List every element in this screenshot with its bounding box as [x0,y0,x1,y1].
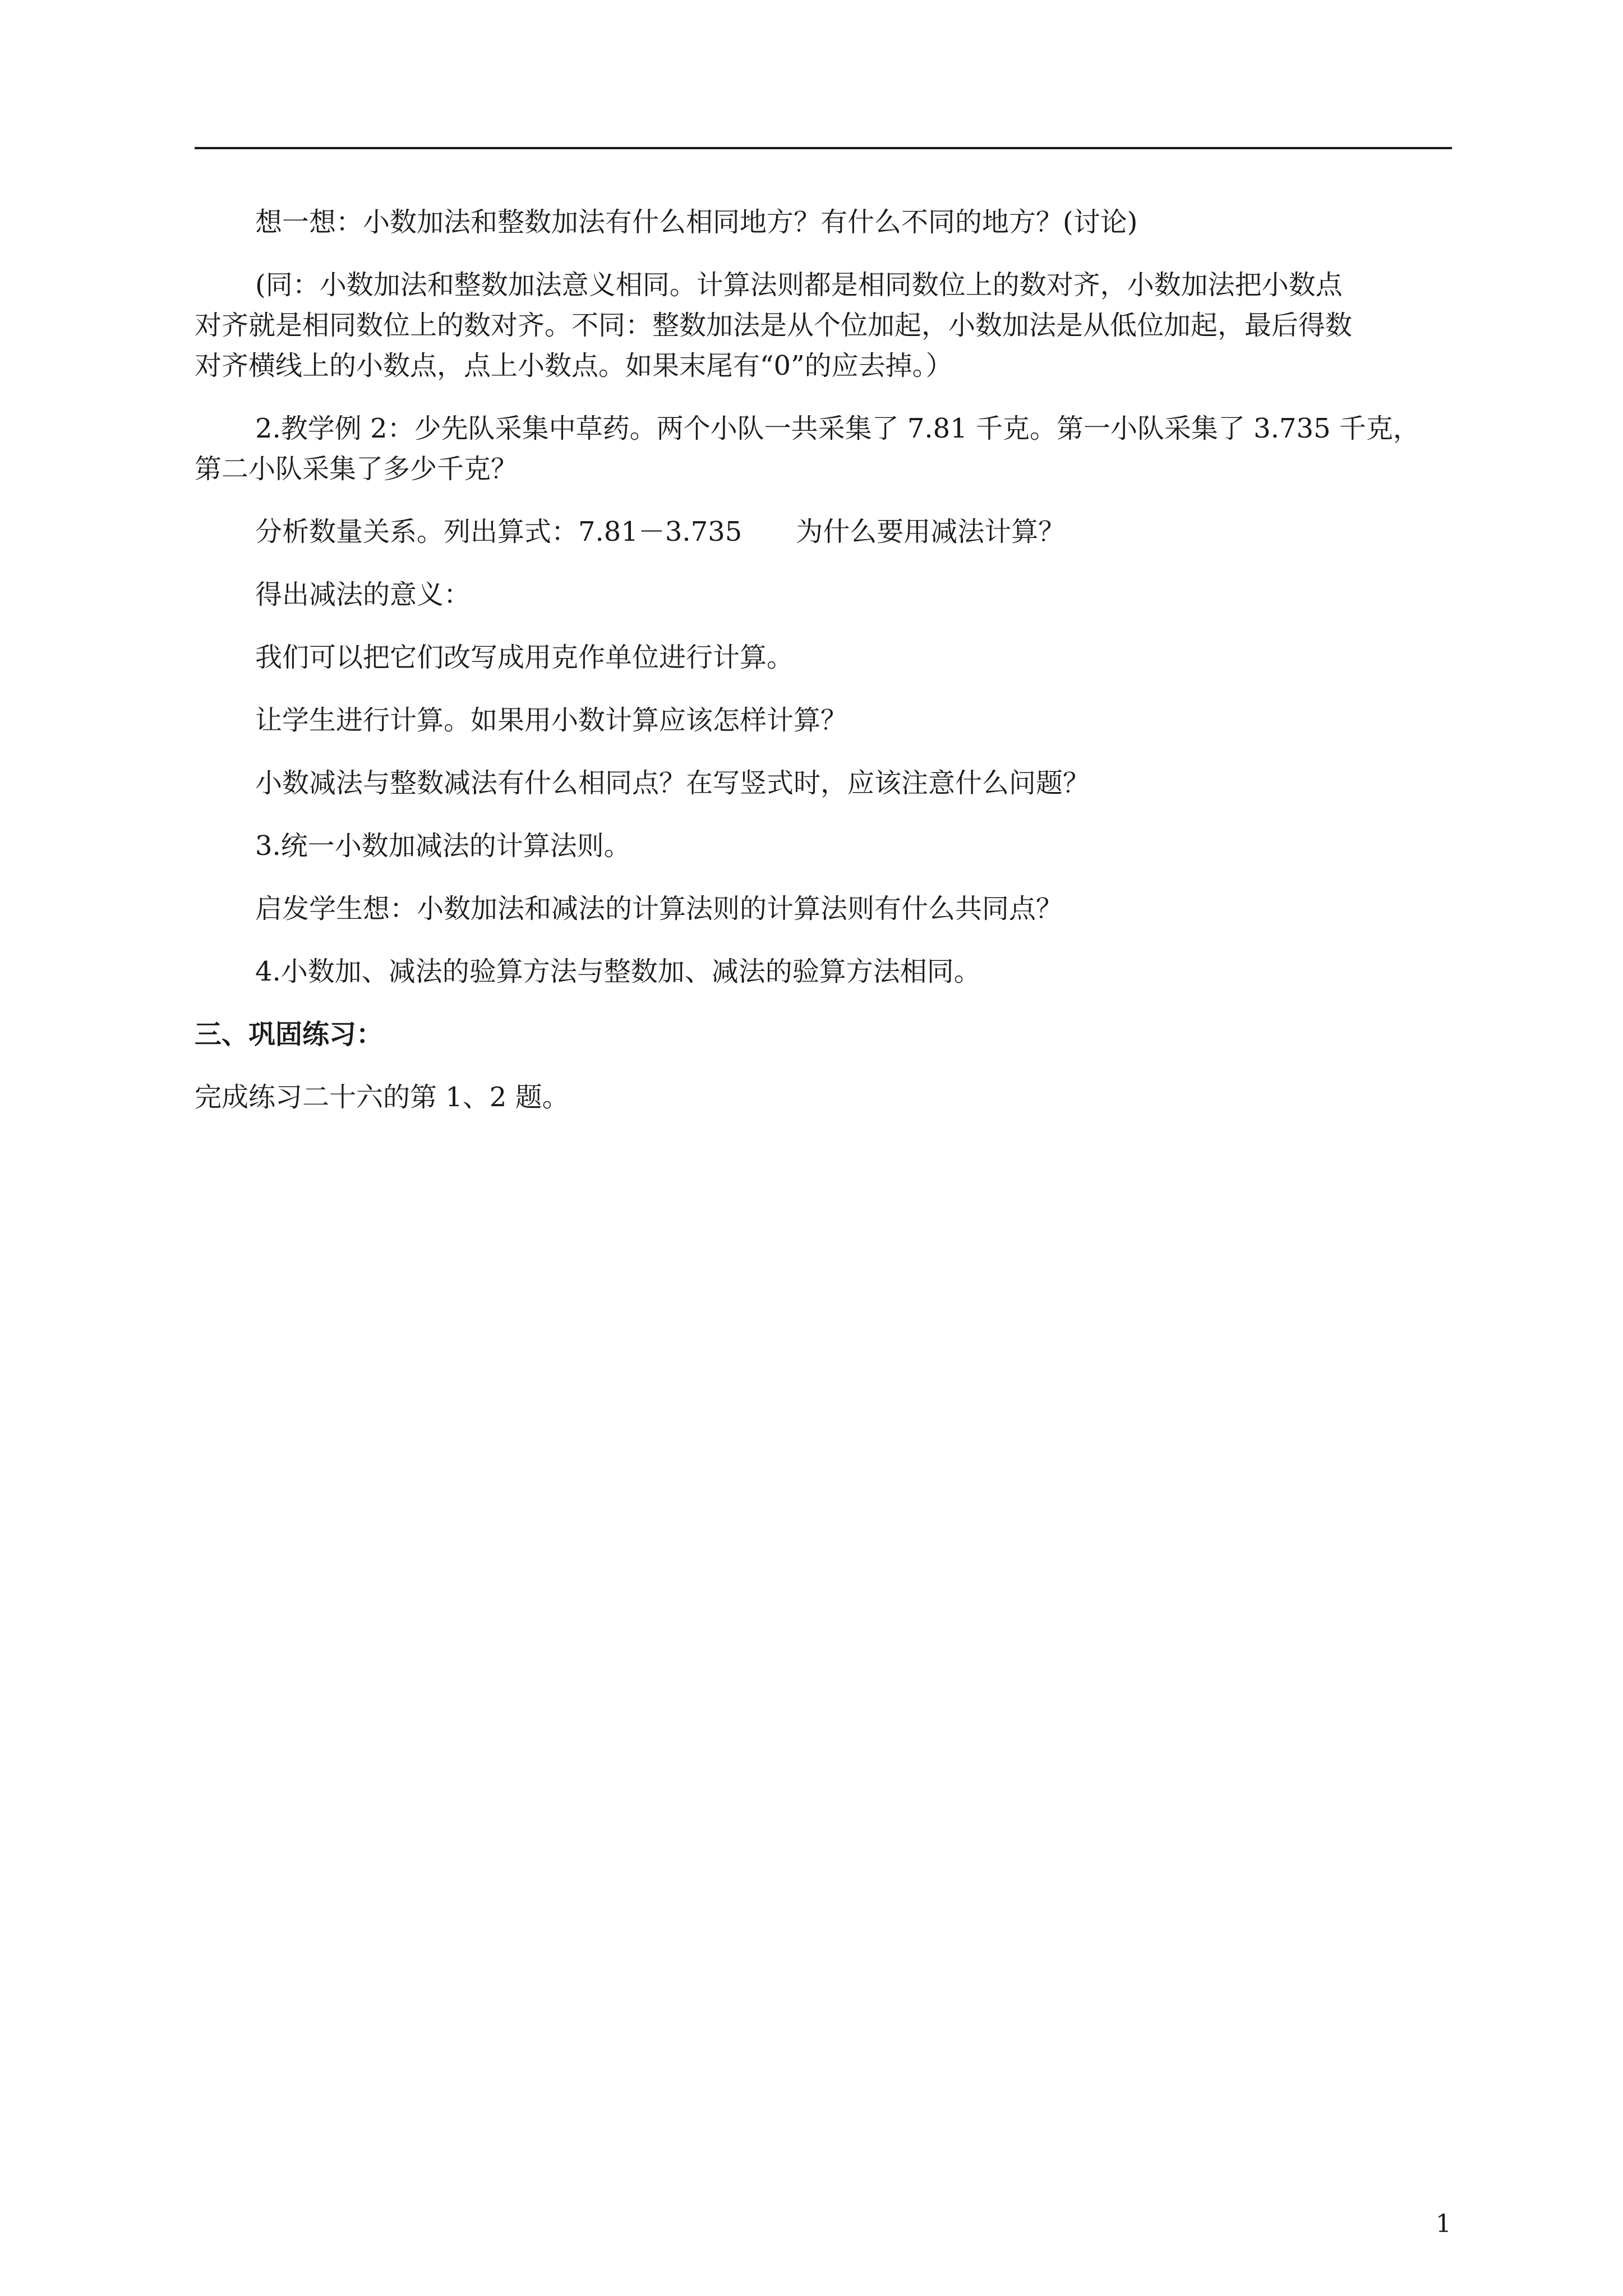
paragraph-rewrite: 我们可以把它们改写成用克作单位进行计算。 [255,642,794,673]
paragraph-calculate: 让学生进行计算。如果用小数计算应该怎样计算？ [255,705,848,736]
page-number: 1 [1436,2210,1451,2238]
paragraph-compare: 小数减法与整数减法有什么相同点？在写竖式时，应该注意什么问题？ [255,767,1090,799]
document-body [195,202,1452,1117]
paragraph-inspire: 启发学生想：小数加法和减法的计算法则的计算法则有什么共同点？ [255,893,1063,924]
paragraph-exercise: 完成练习二十六的第 1、2 题。 [195,1082,569,1113]
paragraph-answer-line-3: 对齐横线上的小数点，点上小数点。如果末尾有“0”的应去掉。） [195,350,953,381]
paragraph-verify: 4.小数加、减法的验算方法与整数加、减法的验算方法相同。 [255,956,981,987]
paragraph-answer-line-2: 对齐就是相同数位上的数对齐。不同：整数加法是从个位加起，小数加法是从低位加起，最后得数 [195,310,1353,341]
paragraph-example-line-2: 第二小队采集了多少千克？ [195,453,518,485]
paragraph-meaning: 得出减法的意义： [255,579,471,610]
paragraph-answer-line-1: (同：小数加法和整数加法意义相同。计算法则都是相同数位上的数对齐，小数加法把小数点 [255,269,1343,301]
paragraph-example-line-1: 2.教学例 2：少先队采集中草药。两个小队一共采集了 7.81 千克。第一小队采集了 3.735 千克， [255,413,1420,444]
paragraph-think: 想一想：小数加法和整数加法有什么相同地方？有什么不同的地方？(讨论) [255,206,1138,238]
paragraph-unify-rules: 3.统一小数加减法的计算法则。 [255,830,631,862]
header-rule [195,147,1452,149]
paragraph-analysis: 分析数量关系。列出算式：7.81－3.735 为什么要用减法计算？ [255,516,1066,547]
section-heading: 三、巩固练习： [195,1019,384,1050]
